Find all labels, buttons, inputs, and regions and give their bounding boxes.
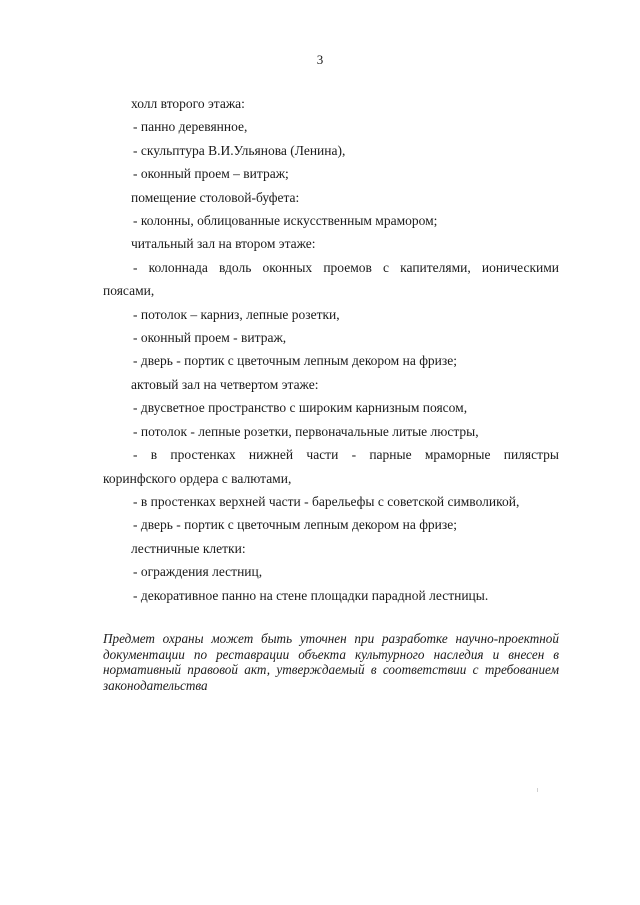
scan-artifact	[537, 788, 538, 792]
section-heading: читальный зал на втором этаже:	[131, 236, 316, 252]
section-heading: актовый зал на четвертом этаже:	[131, 376, 319, 392]
list-item: - панно деревянное,	[133, 119, 248, 135]
protection-note: Предмет охраны может быть уточнен при разработке научно-проектной документации по реставрации объекта культурного наследия и внесен в нормативный правовой акт, утверждаемый в соответствии с требованием законодательства	[103, 631, 559, 694]
list-item-continuation: поясами,	[103, 283, 155, 299]
section-heading: холл второго этажа:	[131, 96, 245, 111]
list-item-continuation: коринфского ордера с валютами,	[103, 470, 292, 486]
list-item: - в простенках нижней части - парные мраморные пилястры	[133, 447, 559, 463]
list-item: - двусветное пространство с широким карнизным поясом,	[133, 400, 468, 416]
list-item: - в простенках верхней части - барельефы с советской символикой,	[133, 493, 520, 509]
list-item: - дверь - портик с цветочным лепным декором на фризе;	[133, 517, 457, 533]
list-item: - оконный проем – витраж;	[133, 166, 289, 182]
list-item: - ограждения лестниц,	[133, 564, 263, 580]
list-item: - дверь - портик с цветочным лепным декором на фризе;	[133, 353, 457, 369]
list-item: - колонны, облицованные искусственным мрамором;	[133, 213, 438, 229]
list-item: - скульптура В.И.Ульянова (Ленина),	[133, 142, 346, 158]
list-item: - потолок - лепные розетки, первоначальные литые люстры,	[133, 423, 479, 439]
list-item: - колоннада вдоль оконных проемов с капителями, ионическими	[133, 259, 559, 275]
list-item: - оконный проем - витраж,	[133, 330, 287, 346]
page-number: 3	[316, 52, 324, 67]
section-heading: лестничные клетки:	[131, 540, 246, 556]
list-item: - декоративное панно на стене площадки парадной лестницы.	[133, 587, 489, 603]
list-item: - потолок – карниз, лепные розетки,	[133, 306, 340, 322]
protection-list	[103, 92, 559, 607]
section-heading: помещение столовой-буфета:	[131, 189, 300, 205]
